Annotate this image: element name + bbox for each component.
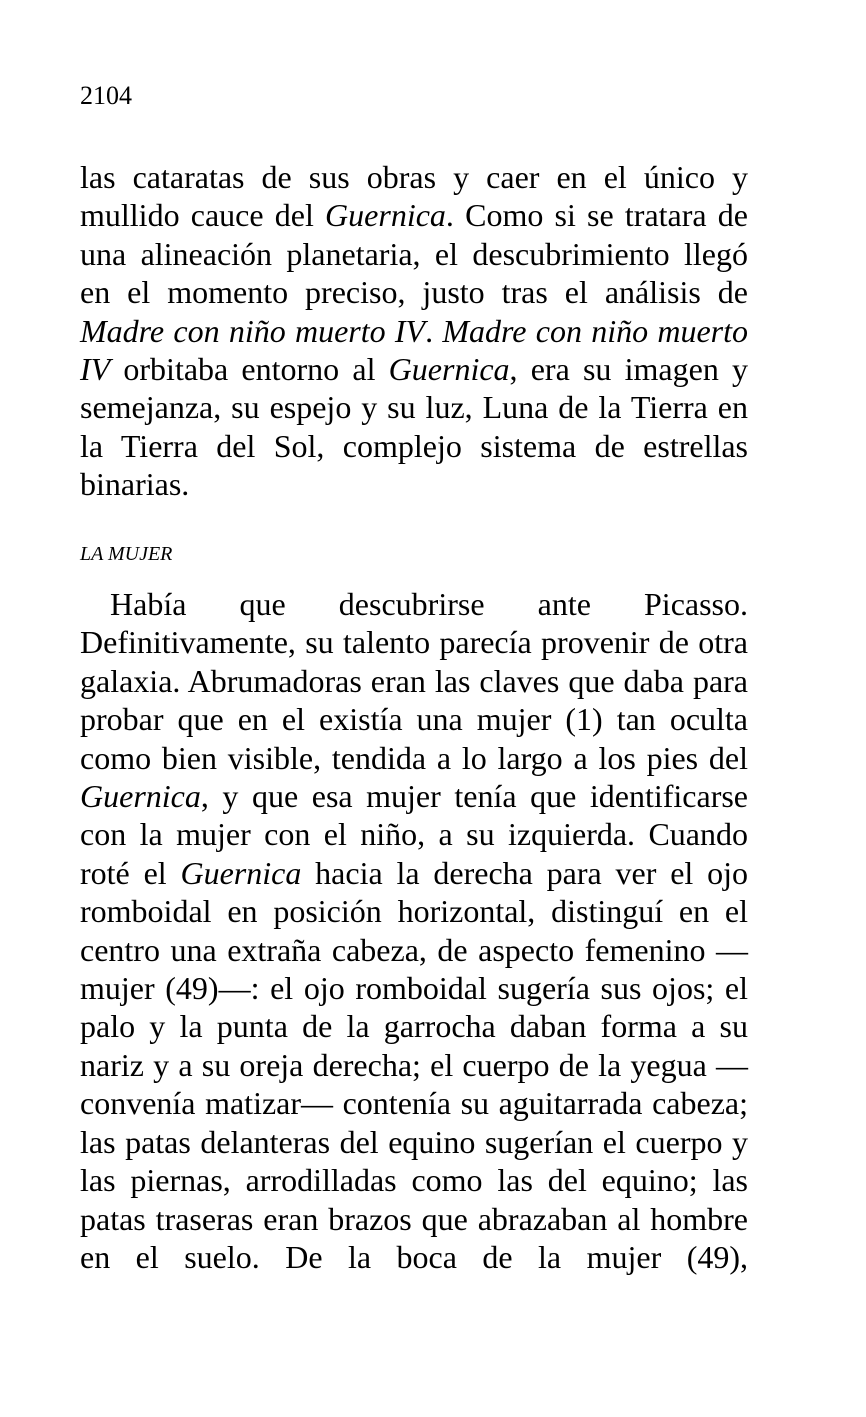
text-run: Había que descubrirse ante Picasso. Definitivamente, su talento parecía provenir de otra galaxia. Abrumadoras eran las claves que daba para probar que en el existía una mujer (1) tan oculta como bien visible, tendida a lo largo a los pies del — [80, 586, 748, 776]
text-run: . — [425, 312, 443, 349]
italic-title: Madre con niño muerto IV — [80, 312, 426, 349]
text-run: , y que esa mujer tenía que identificarse con la mujer con el niño, a su izquierda. Cuando roté el — [80, 778, 748, 891]
section-heading: LA MUJER — [80, 543, 173, 565]
paragraph-2 — [80, 585, 748, 1276]
text-run: . Como si se tratara de una alineación planetaria, el descubrimiento llegó en el momento preciso, justo tras el análisis de — [80, 197, 749, 311]
page-number: 2104 — [80, 81, 132, 110]
text-run: hacia la derecha para ver el ojo romboidal en posición horizontal, distinguí en el centro una extraña cabeza, de aspecto femenino —mujer (49)—: el ojo romboidal sugería sus ojos; el palo y la punta de la garrocha daban forma a su nariz y a su oreja derecha; el cuerpo de la yegua —convenía matizar— contenía su aguitarrada cabeza; las patas delanteras del equino sugerían el cuerpo y las piernas, arrodilladas como las del equino; las patas traseras eran brazos que abrazaban al hombre en el suelo. De la boca de la mujer (49), — [80, 854, 749, 1275]
italic-title: Guernica — [388, 351, 510, 388]
italic-title: Guernica — [180, 854, 302, 891]
paragraph-1 — [80, 158, 748, 504]
text-run: las cataratas de sus obras y caer en el único y mullido cauce del — [80, 159, 748, 234]
italic-title: Guernica — [80, 778, 201, 815]
italic-title: Guernica — [325, 197, 446, 234]
paragraph-2-text — [80, 585, 748, 1276]
paragraph-1-text — [80, 158, 748, 504]
italic-title: Madre con niño muerto IV — [80, 312, 749, 388]
text-run: , era su imagen y semejanza, su espejo y su luz, Luna de la Tierra en la Tierra del Sol, complejo sistema de estrellas binarias. — [80, 351, 749, 503]
text-run: orbitaba entorno al — [110, 351, 389, 388]
